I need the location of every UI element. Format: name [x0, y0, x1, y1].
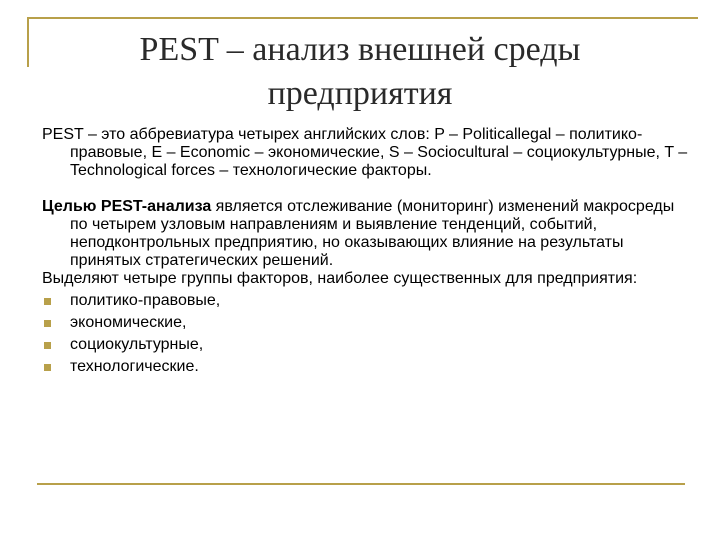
list-item — [42, 292, 692, 310]
list-item-label: экономические, — [70, 314, 187, 331]
bottom-rule — [37, 483, 685, 485]
top-rule — [27, 17, 698, 19]
paragraph-definition: PEST – это аббревиатура четырех английских слов: P – Politicallegal – политико-правовые, E – Economic – экономические, S – Sociocultural – социокультурные, T – Technological forces – технологические факторы. — [42, 126, 688, 179]
square-bullet-icon — [44, 364, 51, 371]
list-item — [42, 336, 692, 354]
title-line-1: PEST – анализ внешней среды — [139, 31, 581, 68]
list-item — [42, 358, 692, 376]
slide-body — [42, 126, 692, 376]
list-item — [42, 314, 692, 332]
square-bullet-icon — [44, 298, 51, 305]
list-item-label: политико-правовые, — [70, 292, 221, 309]
goal-lead: Целью PEST-анализа — [42, 198, 212, 215]
square-bullet-icon — [44, 342, 51, 349]
paragraph-groups: Выделяют четыре группы факторов, наиболее существенных для предприятия: — [42, 270, 638, 287]
list-item-label: социокультурные, — [70, 336, 204, 353]
left-rule — [27, 17, 29, 67]
slide-title — [60, 28, 660, 116]
goal-text: является отслеживание (мониторинг) изменений макросреды по четырем узловым направлениям и выявление тенденций, событий, неподконтрольных предприятию, но оказывающих влияние на результаты принятых стратегических решений. — [70, 198, 675, 269]
list-item-label: технологические. — [70, 358, 199, 375]
title-line-2: предприятия — [267, 75, 453, 112]
factor-list — [42, 292, 692, 376]
paragraph-goal — [42, 198, 692, 270]
square-bullet-icon — [44, 320, 51, 327]
